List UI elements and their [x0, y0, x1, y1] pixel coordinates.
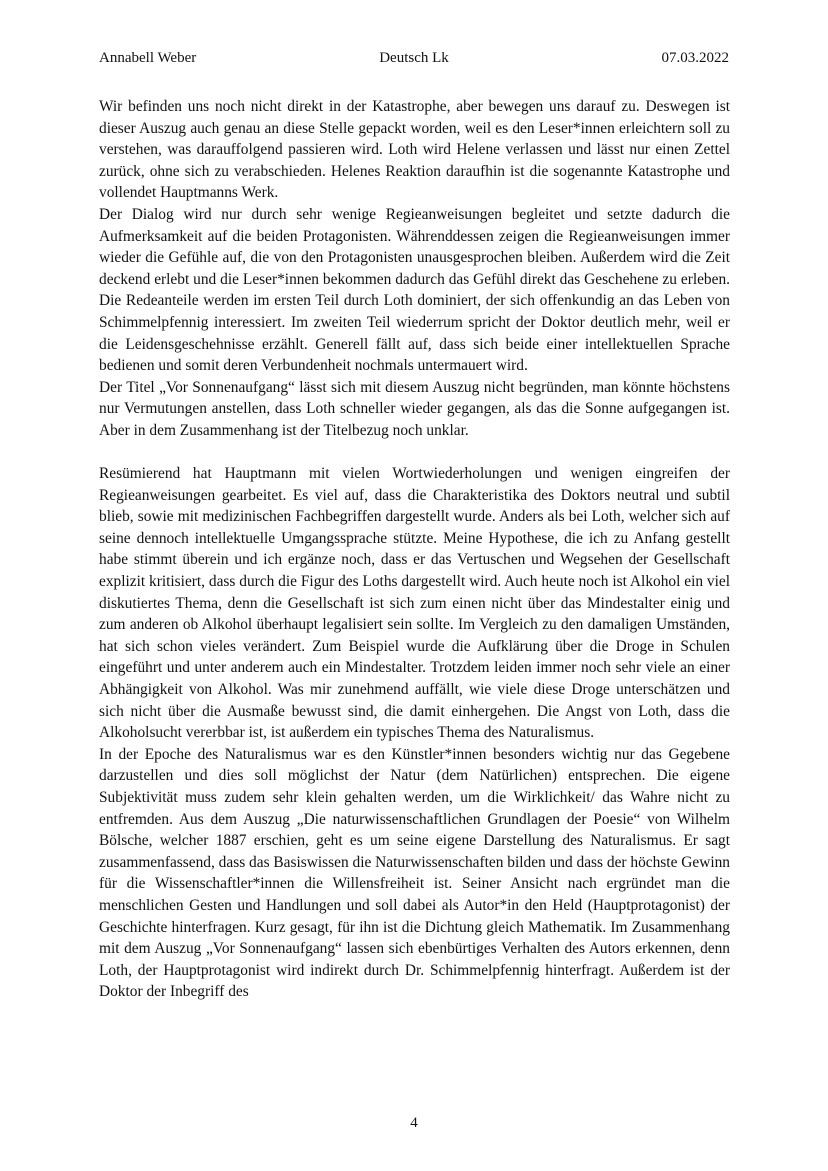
paragraph-naturalismus: In der Epoche des Naturalismus war es den Künstler*innen besonders wichtig nur das Gegebene darzustellen und dies soll möglichst der Natur (dem Natürlichen) entsprechen. Die eigene Subjektivität muss zudem sehr klein gehalten werden, um die Wirklichkeit/ das Wahre nicht zu entfremden. Aus dem Auszug „Die naturwissenschaftlichen Grundlagen der Poesie“ von Wilhelm Bölsche, welcher 1887 erschien, geht es um seine eigene Darstellung des Naturalismus. Er sagt zusammenfassend, dass das Basiswissen die Naturwissenschaften bilden und dass der höchste Gewinn für die Wissenschaftler*innen die Willensfreiheit ist. Seiner Ansicht nach ergründet man die menschlichen Gesten und Handlungen und soll dabei als Autor*in den Held (Hauptprotagonist) der Geschichte hinterfragen. Kurz gesagt, für ihn ist die Dichtung gleich Mathematik. Im Zusammenhang mit dem Auszug „Vor Sonnenaufgang“ lassen sich ebenbürtiges Verhalten des Autors erkennen, denn Loth, der Hauptprotagonist wird indirekt durch Dr. Schimmelpfennig hinterfragt. Außerdem ist der Doktor der Inbegriff des: [99, 745, 730, 1001]
paragraph-dialog: Der Dialog wird nur durch sehr wenige Regieanweisungen begleitet und setzte dadurch die Aufmerksamkeit auf die beiden Protagonisten. Währenddessen zeigen die Regieanweisungen immer wieder die Gefühle auf, die von den Protagonisten unausgesprochen bleiben. Außerdem wird die Zeit deckend erlebt und die Leser*innen bekommen dadurch das Gefühl direkt das Geschehene zu erleben. Die Redeanteile werden im ersten Teil durch Loth dominiert, der sich offenkundig an das Leben von Schimmelpfennig interessiert. Im zweiten Teil wiederrum spricht der Doktor deutlich mehr, weil er die Leidensgeschehnisse erzählt. Generell fällt auf, dass sich beide einer intellektuellen Sprache bedienen und somit deren Verbundenheit nochmals untermauert wird.: [99, 205, 730, 375]
page-number: 4: [410, 1115, 418, 1131]
paragraph-katastrophe: Wir befinden uns noch nicht direkt in der Katastrophe, aber bewegen uns darauf zu. Deswegen ist dieser Auszug auch genau an diese Stelle gepackt worden, weil es den Leser*innen erleichtern soll zu verstehen, was darauffolgend passieren wird. Loth wird Helene verlassen und lässt nur einen Zettel zurück, ohne sich zu verabschieden. Helenes Reaktion daraufhin ist die sogenannte Katastrophe und vollendet Hauptmanns Werk.: [99, 98, 730, 202]
header-author: Annabell Weber: [99, 50, 197, 66]
header-date: 07.03.2022: [661, 50, 729, 66]
document-body: [99, 96, 730, 1003]
paragraph-resuemee: Resümierend hat Hauptmann mit vielen Wortwiederholungen und wenigen eingreifen der Regieanweisungen gearbeitet. Es viel auf, dass die Charakteristika des Doktors neutral und subtil blieb, sowie mit medizinischen Fachbegriffen dargestellt wurde. Anders als bei Loth, welcher sich auf seine dennoch intellektuelle Umgangssprache stützte. Meine Hypothese, die ich zu Anfang gestellt habe stimmt überein und ich ergänze noch, dass er das Vertuschen und Wegsehen der Gesellschaft explizit kritisiert, dass durch die Figur des Loths dargestellt wird. Auch heute noch ist Alkohol ein viel diskutiertes Thema, denn die Gesellschaft ist sich zum einen nicht über das Mindestalter einig und zum anderen ob Alkohol überhaupt legalisiert sein sollte. Im Vergleich zu den damaligen Umständen, hat sich schon vieles verändert. Zum Beispiel wurde die Aufklärung über die Droge in Schulen eingeführt und unter anderem auch ein Mindestalter. Trotzdem leiden immer noch sehr viele an einer Abhängigkeit von Alkohol. Was mir zunehmend auffällt, wie viele diese Droge unterschätzen und sich nicht über die Ausmaße bewusst sind, die damit einhergehen. Die Angst von Loth, dass die Alkoholsucht vererbbar ist, ist außerdem ein typisches Thema des Naturalismus.: [99, 465, 730, 742]
paragraph-titel: Der Titel „Vor Sonnenaufgang“ lässt sich mit diesem Auszug nicht begründen, man könnte höchstens nur Vermutungen anstellen, dass Loth schneller wieder gegangen, als das die Sonne aufgegangen ist. Aber in dem Zusammenhang ist der Titelbezug noch unklar.: [99, 378, 730, 439]
header-subject: Deutsch Lk: [379, 50, 449, 66]
